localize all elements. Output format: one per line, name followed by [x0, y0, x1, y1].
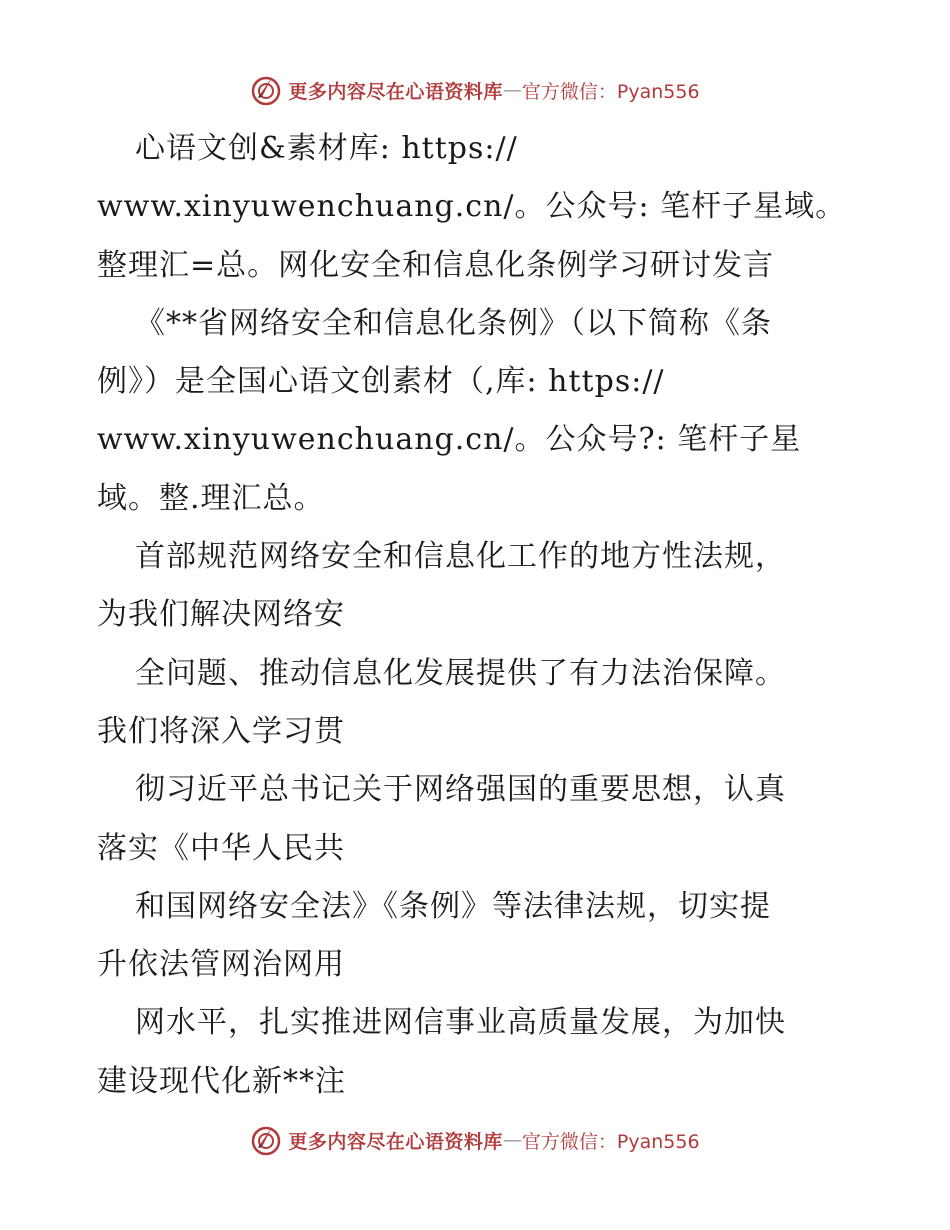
banner-contact-text: 官方微信：Pyan556	[521, 80, 700, 103]
footer-banner	[0, 1120, 950, 1160]
body-line: 建设现代化新**注	[97, 1063, 346, 1099]
banner-main-text: 更多内容尽在心语资料库	[288, 80, 503, 103]
quill-seal-icon	[250, 74, 282, 106]
banner-separator: —	[502, 79, 522, 101]
document-body	[97, 120, 857, 1111]
banner-main-text: 更多内容尽在心语资料库	[288, 1130, 503, 1153]
body-line: www.xinyuwenchuang.cn/。公众号: 笔杆子星域。	[97, 189, 847, 225]
body-line: 例》）是全国心语文创素材（,库: https://	[97, 364, 665, 400]
body-line: 我们将深入学习贯	[97, 713, 345, 749]
body-line: www.xinyuwenchuang.cn/。公众号?: 笔杆子星	[97, 422, 802, 458]
body-line: 升依法管网治网用	[97, 947, 345, 983]
body-line: 网水平，扎实推进网信事业高质量发展，为加快	[135, 1005, 786, 1041]
body-line: 全问题、推动信息化发展提供了有力法治保障。	[135, 655, 786, 691]
body-line: 为我们解决网络安	[97, 597, 345, 633]
body-line: 和国网络安全法》《条例》等法律法规，切实提	[135, 888, 771, 924]
body-line: 《**省网络安全和信息化条例》（以下简称《条	[135, 305, 772, 341]
banner-contact-text: 官方微信：Pyan556	[521, 1130, 700, 1153]
quill-seal-icon	[250, 1124, 282, 1156]
body-line: 整理汇=总。网化安全和信息化条例学习研讨发言	[97, 247, 775, 283]
body-line: 域。整.理汇总。	[97, 480, 325, 516]
body-line: 落实《中华人民共	[97, 830, 345, 866]
body-line: 首部规范网络安全和信息化工作的地方性法规，	[135, 539, 786, 575]
body-line: 心语文创&素材库: https://	[135, 131, 518, 166]
body-line: 彻习近平总书记关于网络强国的重要思想，认真	[135, 772, 786, 808]
header-banner	[0, 70, 950, 110]
banner-separator: —	[502, 1129, 522, 1151]
